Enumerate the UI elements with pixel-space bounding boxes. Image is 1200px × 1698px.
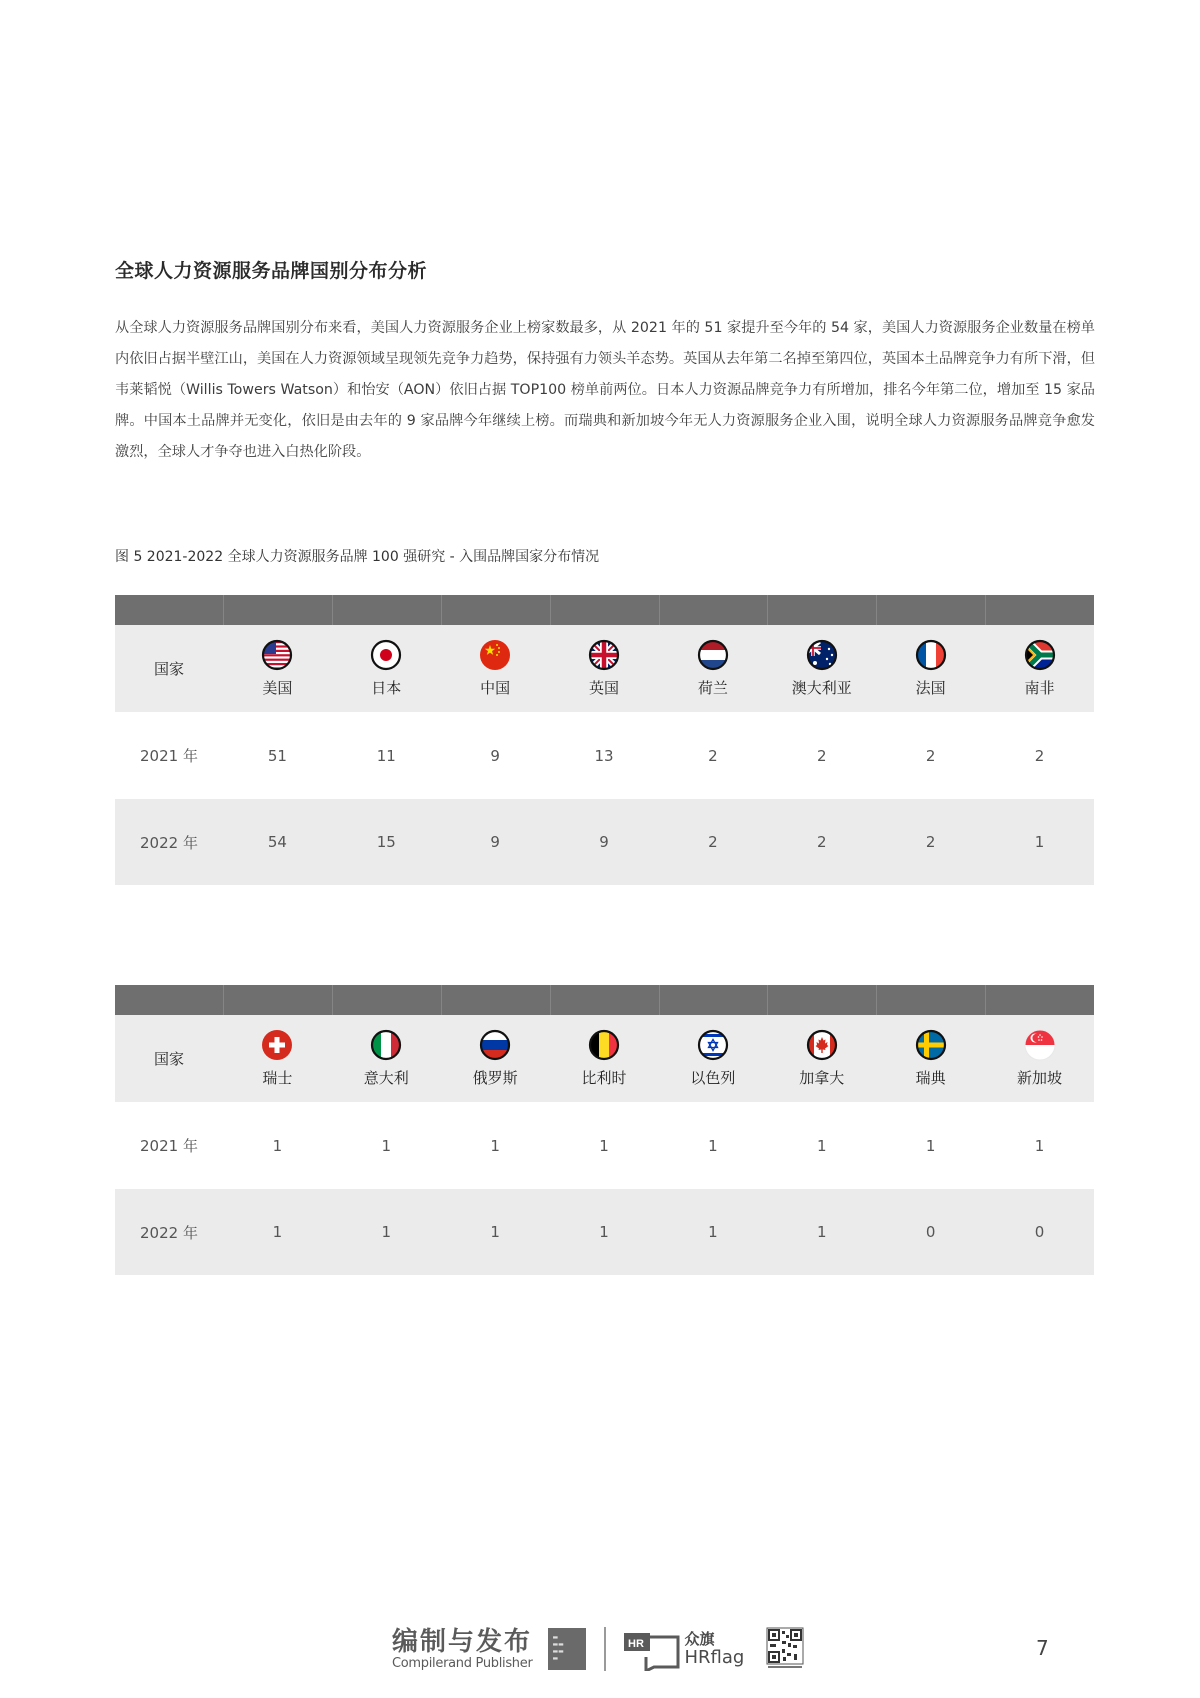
table-cell: 9 <box>490 746 500 765</box>
china-flag-icon <box>479 639 511 671</box>
hrflag-logo <box>624 1627 744 1671</box>
table-cell: 15 <box>376 833 396 851</box>
section-paragraph: 从全球人力资源服务品牌国别分布来看，美国人力资源服务企业上榜家数最多，从 2021 年的 51 家提升至今年的 54 家，美国人力资源服务企业数量在榜单内依旧占据半壁江山，美国在人力资源领域呈现领先竞争力趋势，保持强有力领头羊态势。英国从去年第二名掉至第四位，英国本土品牌竞争力有所下滑，但韦莱韬悦（Willis Towers Watson）和怡安（AON）依旧占据 TOP100 榜单前两位。日本人力资源品牌竞争力有所增加，排名今年第二位，增加至 15 家品牌。中国本土品牌并无变化，依旧是由去年的 9 家品牌今年继续上榜。而瑞典和新加坡今年无人力资源服务企业入围，说明全球人力资源服务品牌竞争愈发激烈，全球人才争夺也进入白热化阶段。 <box>115 320 1095 460</box>
netherlands-flag-icon <box>697 639 729 671</box>
country-name: 英国 <box>589 679 620 697</box>
japan-flag-icon <box>370 639 402 671</box>
country-name: 比利时 <box>581 1069 627 1087</box>
section-title: 全球人力资源服务品牌国别分布分析 <box>115 260 428 282</box>
country-name: 澳大利亚 <box>791 679 852 697</box>
country-south-africa <box>985 639 1094 698</box>
singapore-flag-icon <box>1024 1029 1056 1061</box>
table-cell: 1 <box>1034 1136 1045 1155</box>
table-cell: 1 <box>925 1136 936 1155</box>
country-italy <box>332 1029 441 1088</box>
page-footer <box>392 1625 804 1673</box>
south-africa-flag-icon <box>1024 639 1056 671</box>
table-cell: 2 <box>817 833 827 851</box>
country-switzerland <box>223 1029 332 1088</box>
table-cell: 1 <box>708 1223 718 1241</box>
table-cell: 1 <box>599 1136 609 1155</box>
year-label: 2022 年 <box>140 1223 198 1242</box>
country-australia <box>767 639 876 698</box>
table-cell: 51 <box>267 746 287 765</box>
table-cell: 2 <box>817 746 827 765</box>
hrflag-en: HRflag <box>684 1646 745 1668</box>
table-cell: 1 <box>599 1223 609 1241</box>
qr-code-icon <box>766 1627 804 1671</box>
table-cell: 1 <box>1034 833 1045 851</box>
table-cell: 1 <box>708 1136 718 1155</box>
country-name: 法国 <box>915 679 946 697</box>
country-canada <box>767 1029 876 1088</box>
france-flag-icon <box>915 639 947 671</box>
country-japan <box>332 639 441 698</box>
footer-divider <box>604 1627 606 1671</box>
table-cell: 54 <box>267 833 287 851</box>
table-cell: 1 <box>817 1136 827 1155</box>
usa-flag-icon <box>261 639 293 671</box>
table-cell: 11 <box>376 746 396 765</box>
table-cell: 2 <box>1034 746 1045 765</box>
country-france <box>876 639 985 698</box>
uk-flag-icon <box>588 639 620 671</box>
table-cell: 1 <box>817 1223 827 1241</box>
table-cell: 0 <box>1034 1223 1045 1241</box>
table-cell: 9 <box>599 833 609 851</box>
country-sweden <box>876 1029 985 1088</box>
country-name: 以色列 <box>690 1069 736 1087</box>
school-logo: ▬ ▬▬ ▬▬ ▬ <box>548 1628 586 1670</box>
table-cell: 2 <box>925 833 936 851</box>
country-name: 中国 <box>480 679 511 697</box>
table-cell: 1 <box>272 1136 283 1155</box>
year-label: 2022 年 <box>140 833 198 852</box>
table-row-2021 <box>115 712 1094 799</box>
israel-flag-icon <box>697 1029 729 1061</box>
italy-flag-icon <box>370 1029 402 1061</box>
publisher-en: Compilerand Publisher <box>392 1655 533 1671</box>
canada-flag-icon <box>806 1029 838 1061</box>
country-name: 日本 <box>371 679 402 697</box>
country-name: 美国 <box>262 679 293 697</box>
table-cell: 1 <box>490 1223 500 1241</box>
table-cell: 1 <box>381 1223 392 1241</box>
country-china <box>441 639 550 698</box>
year-label: 2021 年 <box>140 747 198 765</box>
sweden-flag-icon <box>915 1029 947 1061</box>
country-distribution-table-2 <box>115 985 1094 1275</box>
country-name: 瑞典 <box>915 1069 946 1087</box>
country-distribution-table-1 <box>115 595 1094 885</box>
page-number: 7 <box>1036 1636 1049 1660</box>
country-name: 加拿大 <box>799 1069 845 1087</box>
table-cell: 1 <box>381 1136 392 1155</box>
russia-flag-icon <box>479 1029 511 1061</box>
country-column-label: 国家 <box>153 1050 184 1068</box>
country-name: 南非 <box>1024 679 1055 697</box>
country-header-row <box>115 625 1094 712</box>
table-cell: 0 <box>925 1223 936 1241</box>
table-header-bar <box>115 595 1094 625</box>
country-israel <box>659 1029 768 1088</box>
table-row-2021 <box>115 1102 1094 1189</box>
country-column-label: 国家 <box>153 660 184 678</box>
country-russia <box>441 1029 550 1088</box>
australia-flag-icon <box>806 639 838 671</box>
country-name: 瑞士 <box>262 1069 293 1087</box>
svg-text:HR: HR <box>628 1638 645 1650</box>
country-header-row <box>115 1015 1094 1102</box>
table-header-bar <box>115 985 1094 1015</box>
country-name: 意大利 <box>363 1069 409 1087</box>
table-cell: 2 <box>708 833 718 851</box>
hrflag-cn: 众旗 <box>684 1629 715 1648</box>
table-cell: 1 <box>490 1136 500 1155</box>
country-usa <box>223 639 332 698</box>
table-row-2022 <box>115 799 1094 885</box>
country-singapore <box>985 1029 1094 1088</box>
year-label: 2021 年 <box>140 1137 198 1155</box>
table-cell: 13 <box>594 746 614 765</box>
table-row-2022 <box>115 1189 1094 1275</box>
publisher-block <box>392 1628 532 1671</box>
table-cell: 2 <box>708 746 718 765</box>
publisher-cn: 编制与发布 <box>392 1626 533 1657</box>
country-name: 俄罗斯 <box>472 1069 518 1087</box>
switzerland-flag-icon <box>261 1029 293 1061</box>
country-netherlands <box>659 639 768 698</box>
country-belgium <box>550 1029 659 1088</box>
table-cell: 1 <box>272 1223 283 1241</box>
country-name: 荷兰 <box>697 679 728 697</box>
figure-caption: 图 5 2021-2022 全球人力资源服务品牌 100 强研究 - 入围品牌国家分布情况 <box>115 549 600 565</box>
hrflag-logo-icon <box>624 1627 680 1671</box>
table-cell: 2 <box>925 746 936 765</box>
belgium-flag-icon <box>588 1029 620 1061</box>
country-uk <box>550 639 659 698</box>
country-name: 新加坡 <box>1017 1069 1063 1087</box>
table-cell: 9 <box>490 833 500 851</box>
